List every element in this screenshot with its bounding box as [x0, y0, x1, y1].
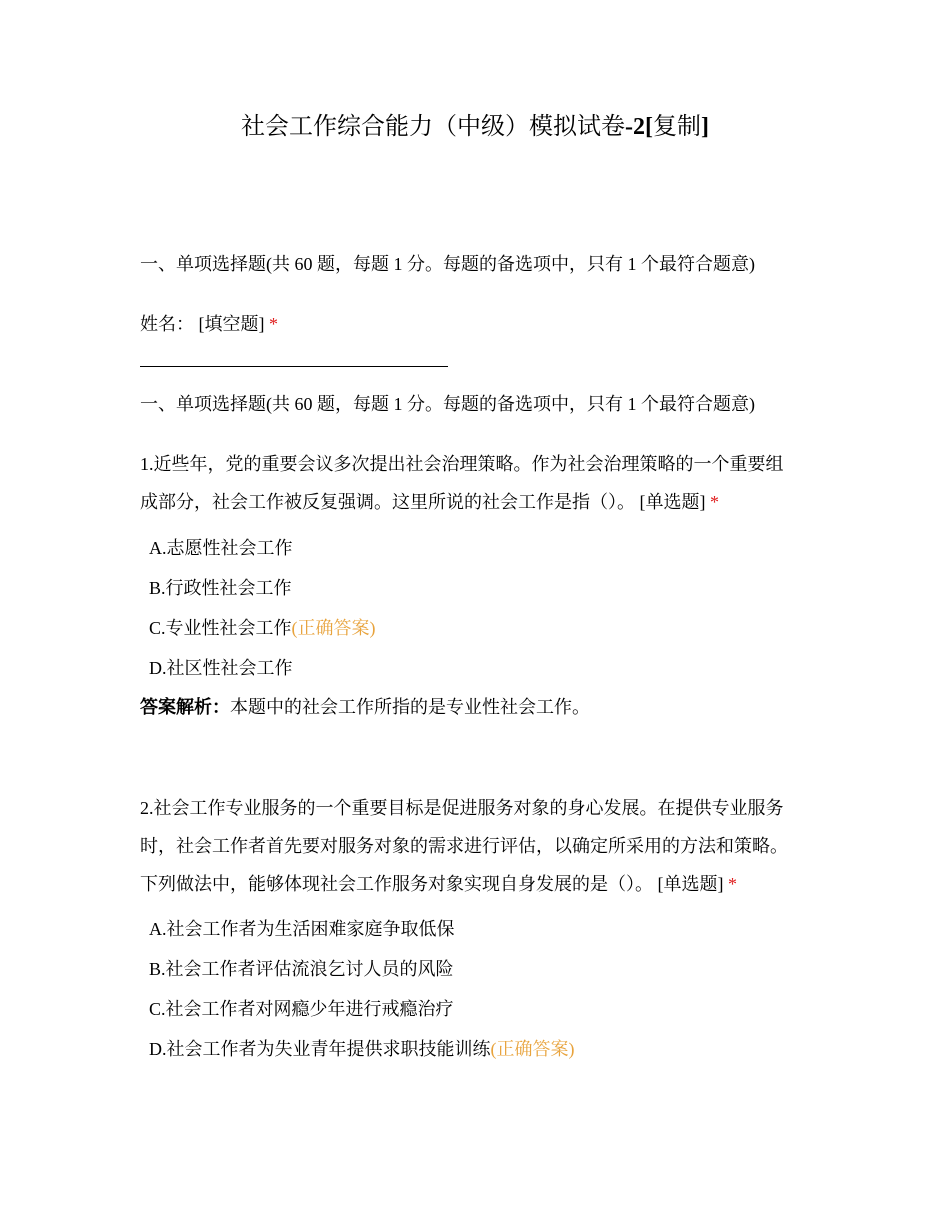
option-text: B.行政性社会工作	[149, 578, 292, 598]
question-2-text-line-3	[140, 872, 820, 896]
section-header-2: 一、单项选择题(共 60 题，每题 1 分。每题的备选项中，只有 1 个最符合题意)	[140, 394, 755, 414]
question-1-option-d[interactable]	[149, 656, 829, 680]
correct-answer-mark: (正确答案)	[291, 618, 376, 638]
correct-answer-mark: (正确答案)	[490, 1039, 575, 1059]
question-1-analysis	[140, 695, 820, 719]
document-title	[0, 112, 950, 142]
question-1-option-c[interactable]	[149, 616, 829, 640]
option-text: C.专业性社会工作	[149, 618, 292, 638]
question-1-stem-end: 成部分，社会工作被反复强调。这里所说的社会工作是指（）。	[140, 492, 635, 512]
option-text: A.志愿性社会工作	[149, 538, 293, 558]
name-field-label	[140, 312, 820, 336]
question-2-text-line-1: 2.社会工作专业服务的一个重要目标是促进服务对象的身心发展。在提供专业服务	[140, 798, 784, 818]
required-mark: *	[269, 314, 278, 334]
required-mark: *	[710, 492, 719, 512]
section-header: 一、单项选择题(共 60 题，每题 1 分。每题的备选项中，只有 1 个最符合题意)	[140, 254, 755, 274]
question-2-option-b[interactable]	[149, 957, 829, 981]
question-2-text-line-2: 时，社会工作者首先要对服务对象的需求进行评估，以确定所采用的方法和策略。	[140, 836, 788, 856]
option-text: A.社会工作者为生活困难家庭争取低保	[149, 919, 455, 939]
question-1-type-tag: [单选题]	[639, 492, 706, 512]
name-input[interactable]	[140, 366, 448, 367]
question-2-option-d[interactable]	[149, 1037, 829, 1061]
analysis-label: 答案解析：	[140, 697, 230, 717]
question-2-option-c[interactable]	[149, 997, 829, 1021]
question-1-option-a[interactable]	[149, 536, 829, 560]
name-label: 姓名：	[140, 314, 194, 334]
name-type-tag: [填空题]	[198, 314, 265, 334]
question-2-type-tag: [单选题]	[657, 874, 724, 894]
option-text: C.社会工作者对网瘾少年进行戒瘾治疗	[149, 999, 454, 1019]
question-1-text-line-1: 1.近些年，党的重要会议多次提出社会治理策略。作为社会治理策略的一个重要组	[140, 454, 784, 474]
option-text: B.社会工作者评估流浪乞讨人员的风险	[149, 959, 454, 979]
question-1-option-b[interactable]	[149, 576, 829, 600]
analysis-text: 本题中的社会工作所指的是专业性社会工作。	[230, 697, 590, 717]
title-suffix: -2[	[625, 114, 653, 140]
option-text: D.社区性社会工作	[149, 658, 293, 678]
question-2-stem-end: 下列做法中，能够体现社会工作服务对象实现自身发展的是（）。	[140, 874, 653, 894]
question-1-text-line-2	[140, 490, 820, 514]
required-mark: *	[728, 874, 737, 894]
title-close: ]	[700, 114, 709, 140]
title-main: 社会工作综合能力（中级）模拟试卷	[241, 114, 625, 140]
option-text: D.社会工作者为失业青年提供求职技能训练	[149, 1039, 491, 1059]
title-tail: 复制	[652, 114, 701, 140]
question-2-option-a[interactable]	[149, 917, 829, 941]
